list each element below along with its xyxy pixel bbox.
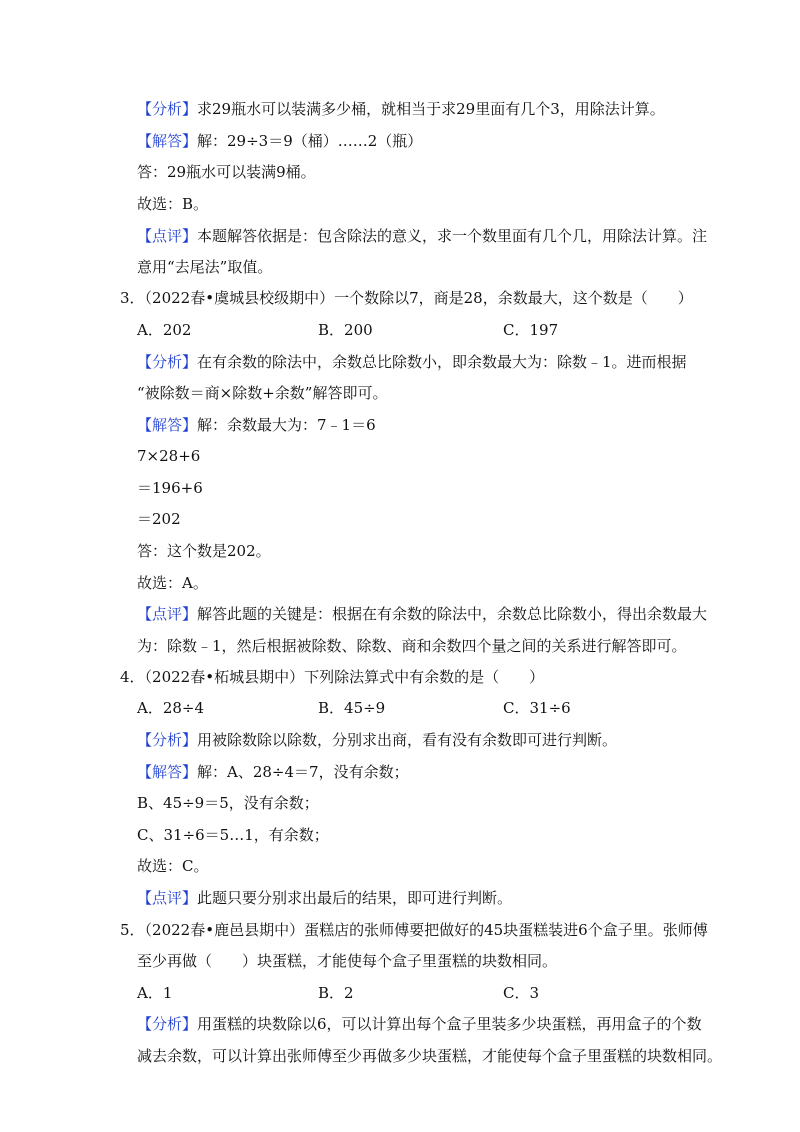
q3-reply-line: 答：这个数是202。	[137, 542, 271, 560]
q3-calc-line-1: 7×28+6	[137, 447, 201, 465]
analysis-tag: 【分析】	[137, 1015, 198, 1033]
q3-comment-line	[137, 604, 707, 624]
answer-tag: 【解答】	[137, 132, 198, 150]
q4-answer-line-c: C、31÷6＝5…1，有余数；	[137, 826, 329, 844]
q4-comment-text: 此题只要分别求出最后的结果，即可进行判断。	[197, 889, 513, 907]
q3-comment-line-2: 为：除数﹣1，然后根据被除数、除数、商和余数四个量之间的关系进行解答即可。	[137, 637, 687, 655]
q4-option-c: C．31÷6	[503, 699, 571, 717]
q4-option-b: B．45÷9	[318, 699, 386, 717]
q4-option-a: A．28÷4	[137, 699, 205, 717]
q3-analysis-text: 在有余数的除法中，余数总比除数小，即余数最大为：除数﹣1。进而根据	[197, 353, 687, 371]
analysis-tag: 【分析】	[137, 353, 198, 371]
q5-analysis-line-2: 减去余数，可以计算出张师傅至少再做多少块蛋糕，才能使每个盒子里蛋糕的块数相同。	[137, 1047, 723, 1065]
q3-analysis-line	[137, 352, 687, 372]
q3-stem: 3．（2022春•虞城县校级期中）一个数除以7，商是28，余数最大，这个数是（ ）	[120, 289, 693, 307]
q4-analysis-line	[137, 730, 617, 750]
q2-analysis-text: 求29瓶水可以装满多少桶，就相当于求29里面有几个3，用除法计算。	[197, 100, 665, 118]
comment-tag: 【点评】	[137, 227, 198, 245]
q3-calc-line-2: ＝196+6	[137, 479, 203, 497]
analysis-tag: 【分析】	[137, 731, 198, 749]
q5-analysis-text: 用蛋糕的块数除以6，可以计算出每个盒子里装多少块蛋糕，再用盒子的个数	[197, 1015, 702, 1033]
q4-choice-line: 故选：C。	[137, 857, 209, 875]
q2-comment-line-2: 意用“去尾法”取值。	[137, 258, 273, 276]
q2-comment-text: 本题解答依据是：包含除法的意义，求一个数里面有几个几，用除法计算。注	[197, 227, 708, 245]
q3-choice-line: 故选：A。	[137, 574, 208, 592]
q3-answer-text: 解：余数最大为：7﹣1＝6	[197, 416, 376, 434]
q3-option-c: C．197	[503, 321, 559, 339]
answer-tag: 【解答】	[137, 416, 198, 434]
q3-calc-line-3: ＝202	[137, 510, 181, 528]
q2-comment-line	[137, 226, 707, 246]
analysis-tag: 【分析】	[137, 100, 198, 118]
q2-choice-line: 故选：B。	[137, 195, 209, 213]
q3-option-a: A．202	[137, 321, 192, 339]
q5-option-b: B．2	[318, 984, 354, 1002]
q4-stem: 4．（2022春•柘城县期中）下列除法算式中有余数的是（ ）	[120, 668, 545, 686]
q5-analysis-line	[137, 1014, 702, 1034]
comment-tag: 【点评】	[137, 889, 198, 907]
q2-analysis-line	[137, 99, 665, 119]
q5-stem-line-2: 至少再做（ ）块蛋糕，才能使每个盒子里蛋糕的块数相同。	[137, 952, 558, 970]
q2-reply-line: 答：29瓶水可以装满9桶。	[137, 163, 316, 181]
q2-answer-line	[137, 131, 422, 151]
q4-analysis-text: 用被除数除以除数，分别求出商，看有没有余数即可进行判断。	[197, 731, 618, 749]
answer-tag: 【解答】	[137, 763, 198, 781]
q3-comment-text: 解答此题的关键是：根据在有余数的除法中，余数总比除数小，得出余数最大	[197, 605, 708, 623]
q3-analysis-line-2: “被除数＝商×除数+余数”解答即可。	[137, 384, 388, 402]
q4-comment-line	[137, 888, 512, 908]
comment-tag: 【点评】	[137, 605, 198, 623]
q3-answer-line	[137, 415, 376, 435]
q5-stem: 5．（2022春•鹿邑县期中）蛋糕店的张师傅要把做好的45块蛋糕装进6个盒子里。张师傅	[120, 921, 708, 939]
q4-answer-line-b: B、45÷9＝5，没有余数；	[137, 794, 319, 812]
q2-answer-text: 解：29÷3＝9（桶）……2（瓶）	[197, 132, 423, 150]
q5-option-a: A．1	[137, 984, 173, 1002]
q4-answer-line	[137, 762, 409, 782]
q4-answer-text: 解：A、28÷4＝7，没有余数；	[197, 763, 409, 781]
q5-option-c: C．3	[503, 984, 540, 1002]
q3-option-b: B．200	[318, 321, 373, 339]
